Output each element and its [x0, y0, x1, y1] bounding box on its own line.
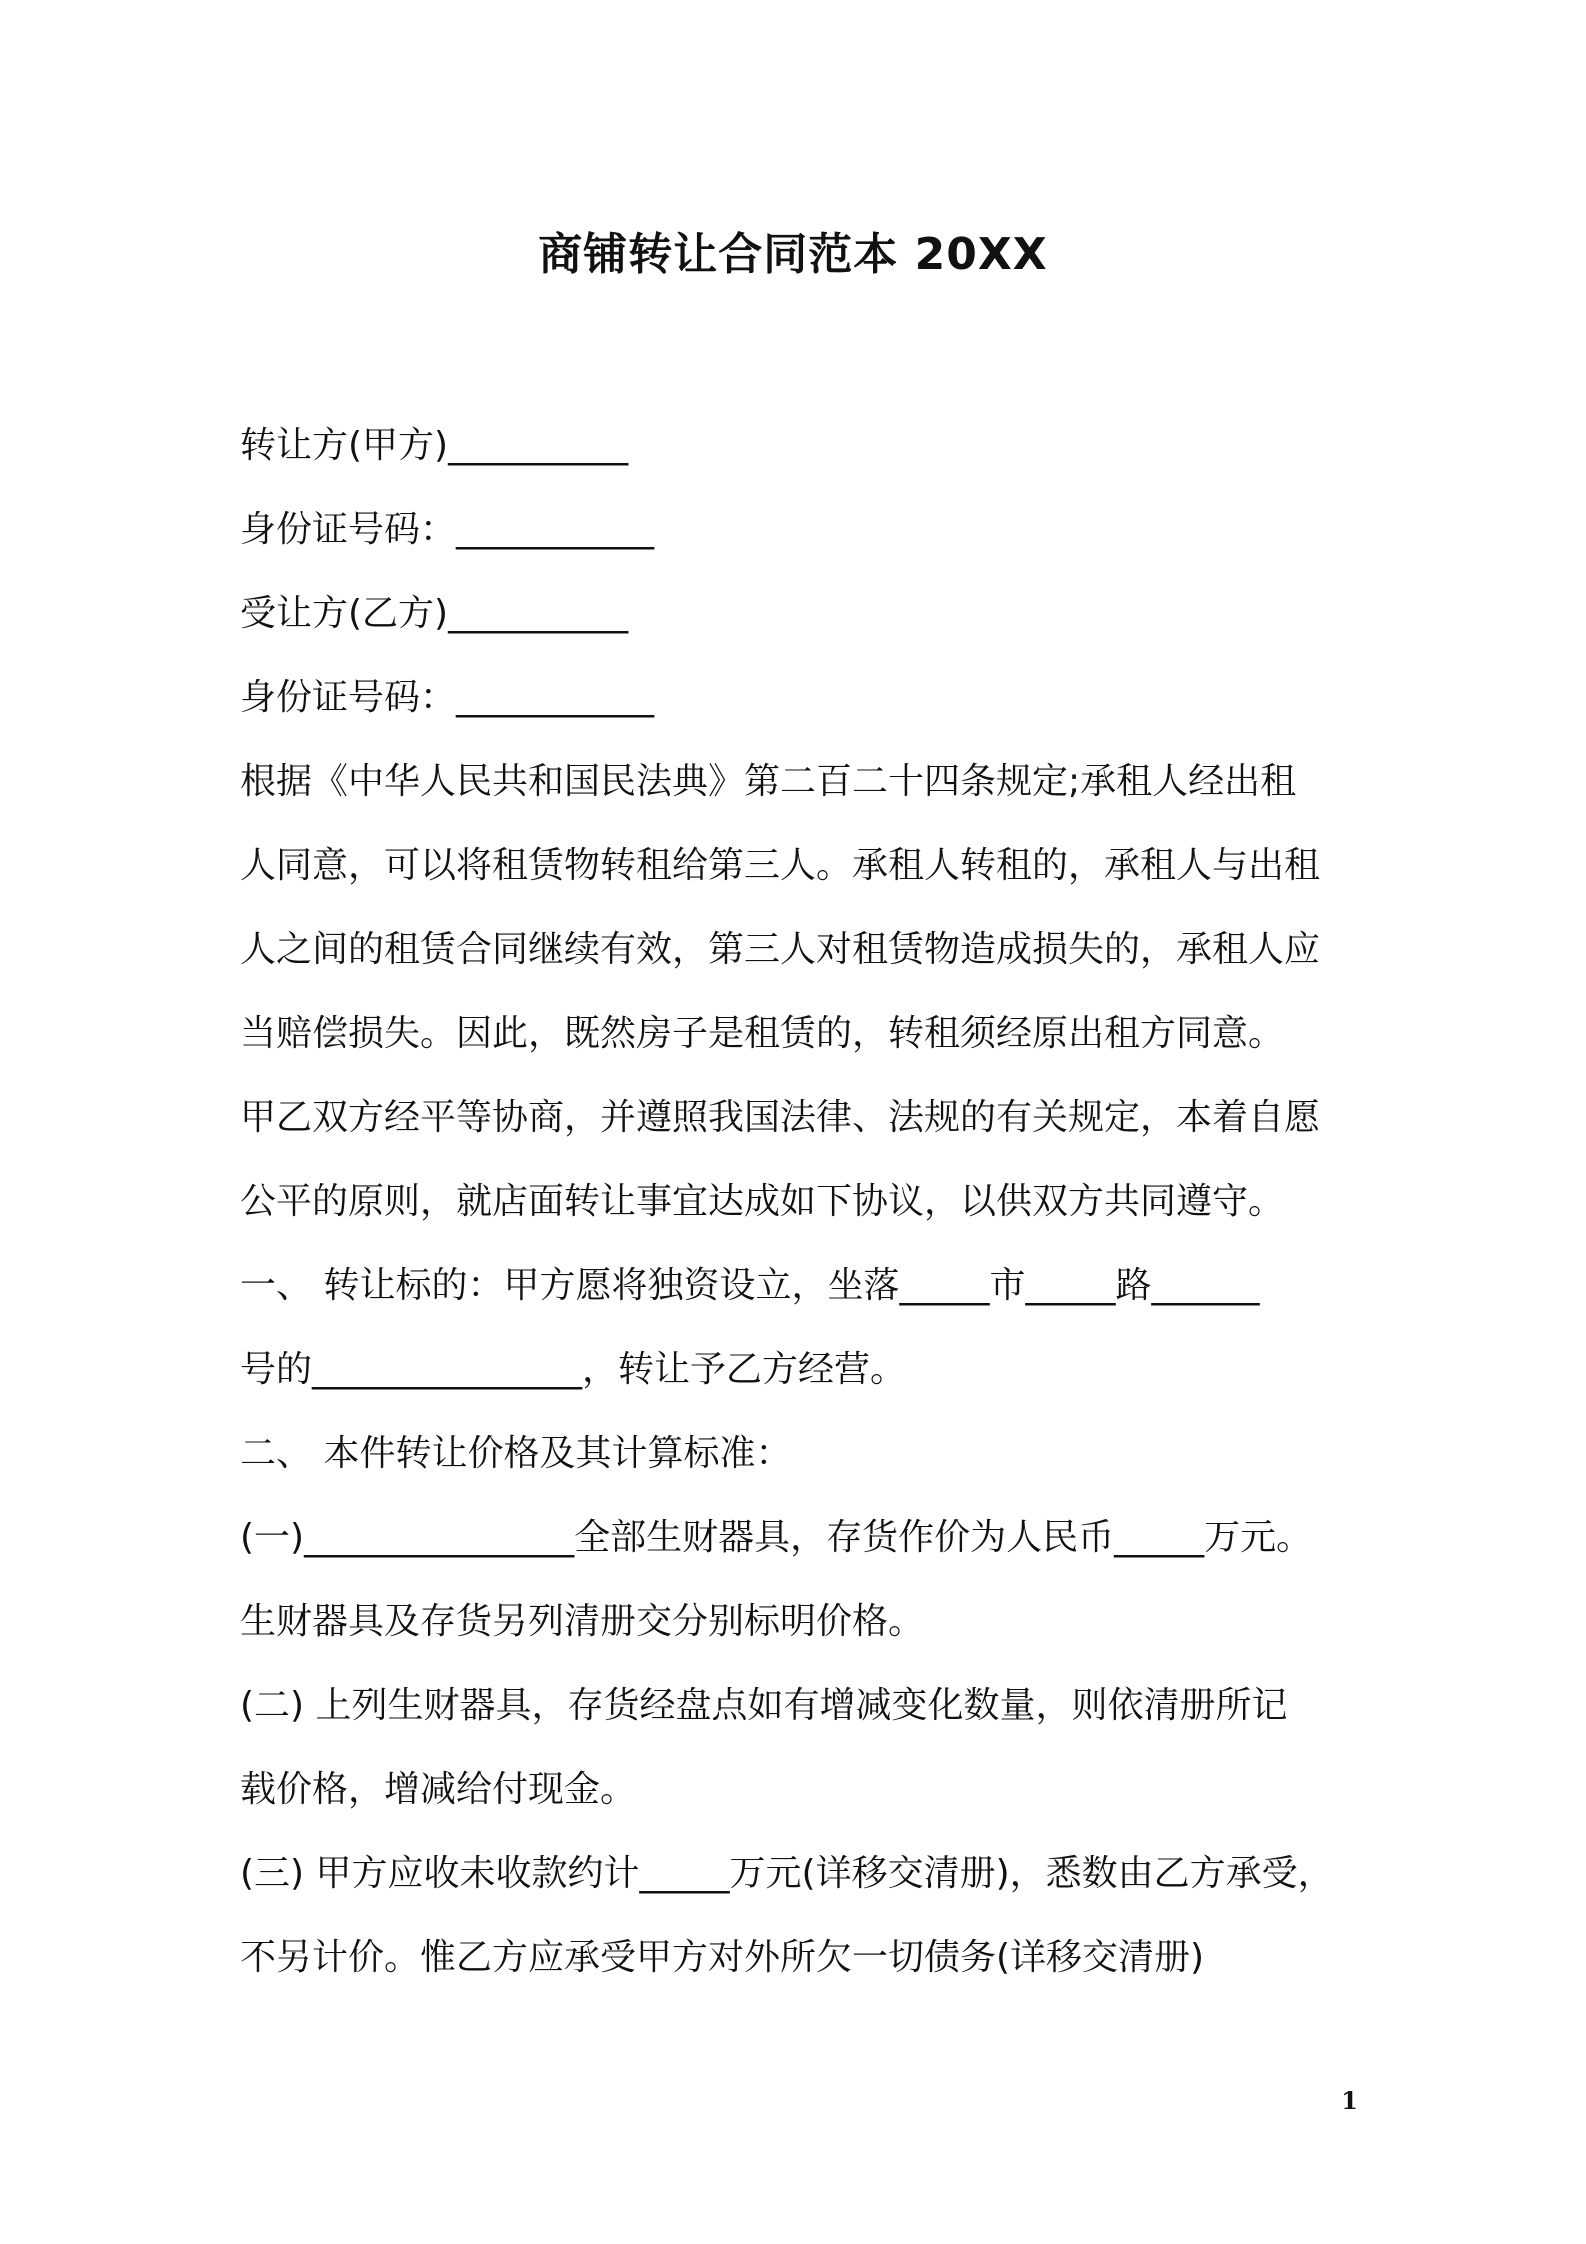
- paragraph-line: 当赔偿损失。因此，既然房子是租赁的，转租须经原出租方同意。: [240, 1013, 1285, 1054]
- document-title: 商铺转让合同范本 20XX: [538, 229, 1048, 280]
- sub-clause-line: (二) 上列生财器具，存货经盘点如有增减变化数量，则依清册所记: [240, 1685, 1288, 1726]
- paragraph-line: 甲乙双方经平等协商，并遵照我国法律、法规的有关规定，本着自愿: [240, 1097, 1321, 1138]
- sub-clause-line: 不另计价。惟乙方应承受甲方对外所欠一切债务(详移交清册): [240, 1937, 1205, 1978]
- clause-two-heading: 二、 本件转让价格及其计算标准：: [240, 1433, 792, 1474]
- sub-clause-line: 生财器具及存货另列清册交分别标明价格。: [240, 1601, 925, 1642]
- paragraph-line: 根据《中华人民共和国民法典》第二百二十四条规定;承租人经出租: [240, 761, 1297, 802]
- transferor-id-line: 身份证号码：___________: [240, 509, 655, 550]
- sub-clause-line: (一)_______________全部生财器具，存货作价为人民币_____万元。: [240, 1517, 1313, 1558]
- sub-clause-line: (三) 甲方应收未收款约计_____万元(详移交清册)，悉数由乙方承受，: [240, 1853, 1334, 1894]
- transferee-id-line: 身份证号码：___________: [240, 677, 655, 718]
- transferee-line: 受让方(乙方)__________: [240, 593, 629, 634]
- sub-clause-line: 载价格，增减给付现金。: [240, 1769, 637, 1810]
- transferor-line: 转让方(甲方)__________: [240, 425, 629, 466]
- paragraph-line: 人同意，可以将租赁物转租给第三人。承租人转租的，承租人与出租: [240, 845, 1321, 886]
- paragraph-line: 人之间的租赁合同继续有效，第三人对租赁物造成损失的，承租人应: [240, 929, 1321, 970]
- clause-one-line: 号的_______________，转让予乙方经营。: [240, 1349, 907, 1390]
- page-number: 1: [1341, 2086, 1358, 2115]
- paragraph-line: 公平的原则，就店面转让事宜达成如下协议，以供双方共同遵守。: [240, 1181, 1285, 1222]
- document-body: [240, 404, 1360, 2000]
- clause-one-line: 一、 转让标的：甲方愿将独资设立，坐落_____市_____路______: [240, 1265, 1260, 1306]
